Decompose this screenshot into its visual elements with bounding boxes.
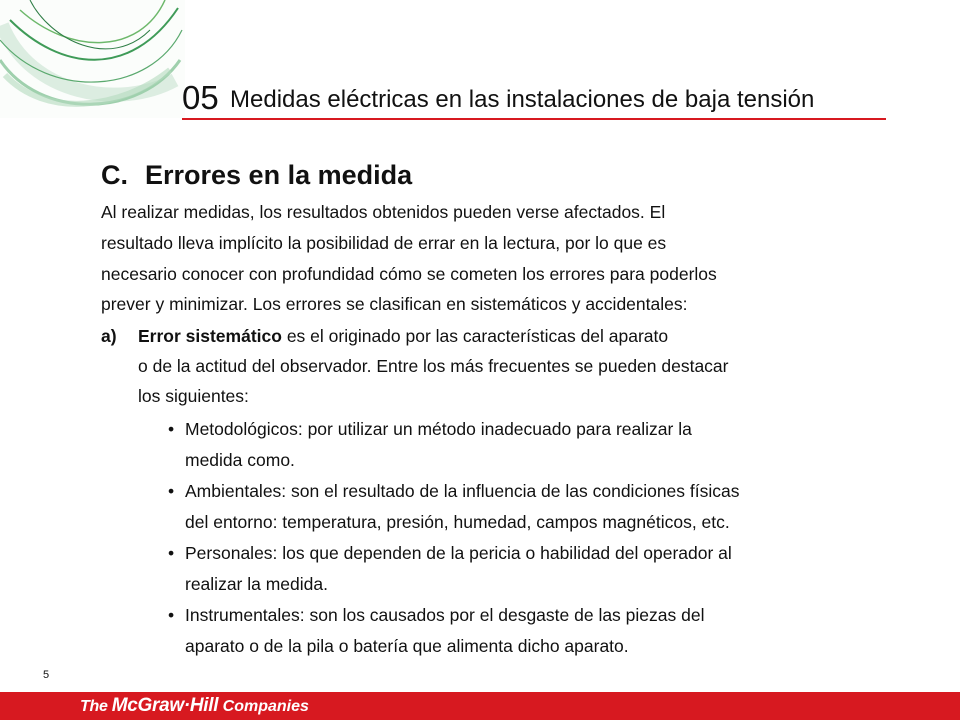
item-a-line	[138, 325, 668, 347]
bullet-line: Personales: los que dependen de la pericia o habilidad del operador al	[185, 543, 732, 563]
page-number: 5	[43, 669, 50, 681]
decorative-swirl-graphic	[0, 0, 185, 120]
bullet-symbol: •	[168, 419, 175, 439]
logo-suffix: Companies	[218, 698, 309, 715]
bullet-symbol: •	[168, 543, 175, 563]
chapter-title: Medidas eléctricas en las instalaciones de baja tensión	[230, 86, 815, 113]
bullet-line: Metodológicos: por utilizar un método inadecuado para realizar la	[185, 419, 692, 439]
intro-line: Al realizar medidas, los resultados obtenidos pueden verse afectados. El	[101, 202, 666, 222]
slide-header	[182, 78, 886, 120]
item-a-line: los siguientes:	[138, 386, 249, 406]
section-title: Errores en la medida	[145, 160, 413, 190]
bullet-line: del entorno: temperatura, presión, humedad, campos magnéticos, etc.	[185, 512, 730, 532]
item-a-marker: a)	[101, 326, 117, 346]
item-a-line: o de la actitud del observador. Entre los más frecuentes se pueden destacar	[138, 356, 729, 376]
section-letter: C.	[101, 160, 128, 190]
intro-line: necesario conocer con profundidad cómo se cometen los errores para poderlos	[101, 264, 717, 284]
chapter-number: 05	[182, 79, 219, 116]
bullet-line: aparato o de la pila o batería que alimenta dicho aparato.	[185, 636, 629, 656]
bullet-symbol: •	[168, 605, 175, 625]
section-heading	[101, 158, 412, 192]
logo-prefix: The	[80, 698, 112, 715]
bullet-line: realizar la medida.	[185, 574, 328, 594]
item-a-line1-rest: es el originado por las características del aparato	[281, 326, 669, 346]
publisher-logo	[80, 696, 309, 717]
intro-line: resultado lleva implícito la posibilidad de errar en la lectura, por lo que es	[101, 233, 667, 253]
item-a-term: Error sistemático	[138, 326, 282, 346]
footer-bar	[0, 692, 960, 720]
bullet-symbol: •	[168, 481, 175, 501]
intro-line: prever y minimizar. Los errores se clasifican en sistemáticos y accidentales:	[101, 294, 688, 314]
bullet-line: Instrumentales: son los causados por el desgaste de las piezas del	[185, 605, 705, 625]
bullet-line: Ambientales: son el resultado de la influencia de las condiciones físicas	[185, 481, 740, 501]
bullet-line: medida como.	[185, 450, 295, 470]
logo-brand: McGraw·Hill	[111, 695, 219, 716]
